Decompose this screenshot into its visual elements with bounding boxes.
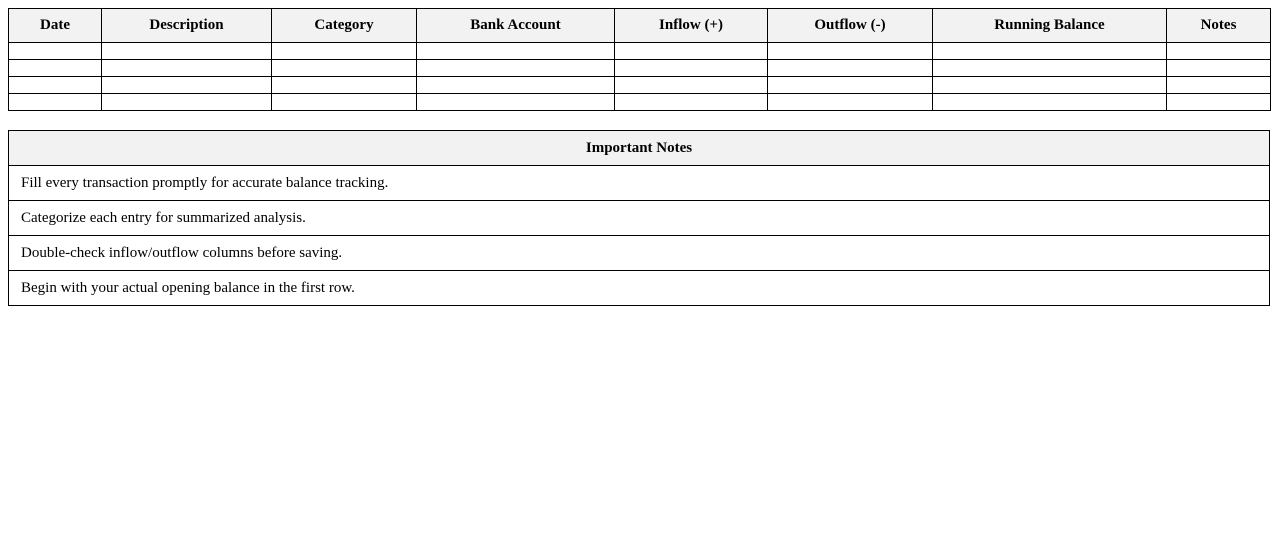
column-header-inflow: Inflow (+) bbox=[615, 9, 768, 43]
cell-outflow[interactable] bbox=[768, 43, 933, 60]
cell-running-balance[interactable] bbox=[933, 77, 1167, 94]
cell-notes[interactable] bbox=[1167, 43, 1271, 60]
cell-outflow[interactable] bbox=[768, 94, 933, 111]
notes-heading: Important Notes bbox=[9, 131, 1270, 166]
cell-inflow[interactable] bbox=[615, 43, 768, 60]
ledger-header-row bbox=[9, 9, 1271, 43]
cell-description[interactable] bbox=[102, 94, 272, 111]
cell-bank-account[interactable] bbox=[417, 94, 615, 111]
table-row bbox=[9, 43, 1271, 60]
note-item: Begin with your actual opening balance in the first row. bbox=[9, 271, 1270, 306]
cell-notes[interactable] bbox=[1167, 77, 1271, 94]
cell-inflow[interactable] bbox=[615, 60, 768, 77]
note-item: Fill every transaction promptly for accurate balance tracking. bbox=[9, 166, 1270, 201]
cell-date[interactable] bbox=[9, 60, 102, 77]
cell-description[interactable] bbox=[102, 77, 272, 94]
transaction-ledger-table bbox=[8, 8, 1271, 111]
column-header-notes: Notes bbox=[1167, 9, 1271, 43]
table-row bbox=[9, 94, 1271, 111]
column-header-running-balance: Running Balance bbox=[933, 9, 1167, 43]
cell-running-balance[interactable] bbox=[933, 43, 1167, 60]
cell-date[interactable] bbox=[9, 77, 102, 94]
notes-header-row bbox=[9, 131, 1270, 166]
column-header-outflow: Outflow (-) bbox=[768, 9, 933, 43]
column-header-description: Description bbox=[102, 9, 272, 43]
cell-notes[interactable] bbox=[1167, 60, 1271, 77]
cell-date[interactable] bbox=[9, 43, 102, 60]
cell-category[interactable] bbox=[272, 60, 417, 77]
cell-notes[interactable] bbox=[1167, 94, 1271, 111]
cell-inflow[interactable] bbox=[615, 94, 768, 111]
table-row bbox=[9, 77, 1271, 94]
list-item bbox=[9, 271, 1270, 306]
cell-running-balance[interactable] bbox=[933, 60, 1167, 77]
important-notes-table bbox=[8, 130, 1270, 306]
cell-inflow[interactable] bbox=[615, 77, 768, 94]
cell-category[interactable] bbox=[272, 77, 417, 94]
list-item bbox=[9, 201, 1270, 236]
cell-description[interactable] bbox=[102, 43, 272, 60]
cell-outflow[interactable] bbox=[768, 77, 933, 94]
cell-outflow[interactable] bbox=[768, 60, 933, 77]
cell-category[interactable] bbox=[272, 43, 417, 60]
list-item bbox=[9, 166, 1270, 201]
cell-running-balance[interactable] bbox=[933, 94, 1167, 111]
cell-bank-account[interactable] bbox=[417, 43, 615, 60]
column-header-category: Category bbox=[272, 9, 417, 43]
column-header-bank-account: Bank Account bbox=[417, 9, 615, 43]
cell-category[interactable] bbox=[272, 94, 417, 111]
column-header-date: Date bbox=[9, 9, 102, 43]
list-item bbox=[9, 236, 1270, 271]
note-item: Categorize each entry for summarized analysis. bbox=[9, 201, 1270, 236]
cell-bank-account[interactable] bbox=[417, 77, 615, 94]
note-item: Double-check inflow/outflow columns before saving. bbox=[9, 236, 1270, 271]
cell-description[interactable] bbox=[102, 60, 272, 77]
cell-date[interactable] bbox=[9, 94, 102, 111]
table-row bbox=[9, 60, 1271, 77]
cell-bank-account[interactable] bbox=[417, 60, 615, 77]
